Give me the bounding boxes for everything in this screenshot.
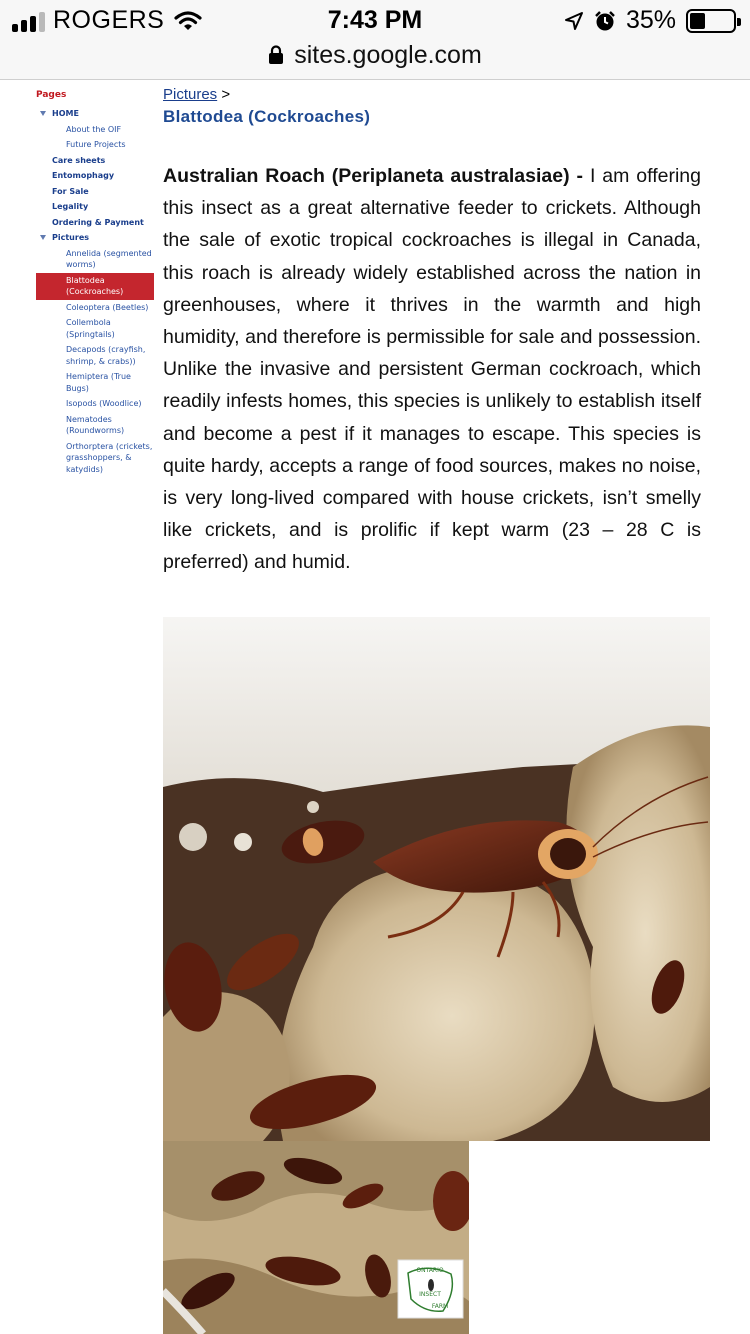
sidebar-item-ordering-payment[interactable]: Ordering & Payment xyxy=(52,217,144,227)
breadcrumb-link-pictures[interactable]: Pictures xyxy=(163,86,218,103)
lock-icon xyxy=(268,45,284,65)
expand-triangle-icon[interactable] xyxy=(40,111,46,116)
sidebar-item-hemiptera[interactable]: Hemiptera (True Bugs) xyxy=(66,372,131,393)
sidebar-item-annelida[interactable]: Annelida (segmented worms) xyxy=(66,248,152,269)
sidebar-item-for-sale[interactable]: For Sale xyxy=(52,186,89,196)
sidebar-item-decapods[interactable]: Decapods (crayfish, shrimp, & crabs)) xyxy=(66,345,146,366)
sidebar-item-legality[interactable]: Legality xyxy=(52,202,89,211)
url-text: sites.google.com xyxy=(294,40,482,69)
sidebar-item-home[interactable]: HOME xyxy=(36,106,154,122)
breadcrumb xyxy=(163,86,230,103)
article-body xyxy=(163,160,701,579)
cockroach-photo[interactable] xyxy=(163,617,710,1141)
battery-percent: 35% xyxy=(625,6,676,34)
breadcrumb-separator: > xyxy=(221,86,231,103)
ontario-insect-farm-logo xyxy=(398,1260,463,1318)
logo-text-top: ONTARIO xyxy=(416,1267,444,1274)
location-arrow-icon xyxy=(564,11,584,31)
sidebar-item-collembola[interactable]: Collembola (Springtails) xyxy=(66,318,115,339)
article-text: I am offering this insect as a great alternative feeder to crickets. Although the sale of exotic tropical cockroaches is illegal in Canada, this roach is already widely established across the nation in greenhouses, where it thrives in the warmth and high humidity, and therefore is permissible for sale and possession. Unlike the invasive and persistent German cockroach, which readily infests homes, this species is unlikely to establish itself and become a pest if it manages to escape. This species is quite hardy, accepts a range of food sources, makes no noise, is very long-lived compared with house crickets, isn’t smelly like crickets, and is prolific if kept warm (23 – 28 C is preferred) and humid. xyxy=(163,165,701,574)
sidebar-nav xyxy=(36,90,154,477)
status-bar xyxy=(0,0,750,80)
sidebar-item-orthorptera[interactable]: Orthorptera (crickets, grasshoppers, & katydids) xyxy=(66,441,153,474)
sidebar-title: Pages xyxy=(36,90,67,100)
sidebar-item-pictures[interactable]: Pictures xyxy=(36,230,154,246)
sidebar-item-nematodes[interactable]: Nematodes (Roundworms) xyxy=(66,414,125,435)
sidebar-item-about-the-oif[interactable]: About the OIF xyxy=(66,124,122,134)
page-title: Blattodea (Cockroaches) xyxy=(163,107,371,126)
logo-text-bottom: FARM xyxy=(431,1303,449,1310)
expand-triangle-icon[interactable] xyxy=(40,235,46,240)
battery-icon xyxy=(686,9,736,33)
logo-text-middle: INSECT xyxy=(419,1291,441,1298)
sidebar-item-isopods[interactable]: Isopods (Woodlice) xyxy=(66,399,142,408)
alarm-icon xyxy=(594,10,616,32)
article-heading: Australian Roach (Periplaneta australasiae) - xyxy=(163,165,584,187)
sidebar-item-future-projects[interactable]: Future Projects xyxy=(66,140,126,149)
sidebar-item-entomophagy[interactable]: Entomophagy xyxy=(52,171,115,180)
cockroach-colony-photo[interactable] xyxy=(163,1141,469,1334)
carrier-name: ROGERS xyxy=(53,6,165,34)
sidebar-item-care-sheets[interactable]: Care sheets xyxy=(52,155,106,165)
sidebar-item-coleoptera[interactable]: Coleoptera (Beetles) xyxy=(66,302,149,312)
address-bar[interactable] xyxy=(0,38,750,72)
sidebar-item-blattodea[interactable]: Blattodea (Cockroaches) xyxy=(36,273,154,300)
clock: 7:43 PM xyxy=(327,6,423,34)
